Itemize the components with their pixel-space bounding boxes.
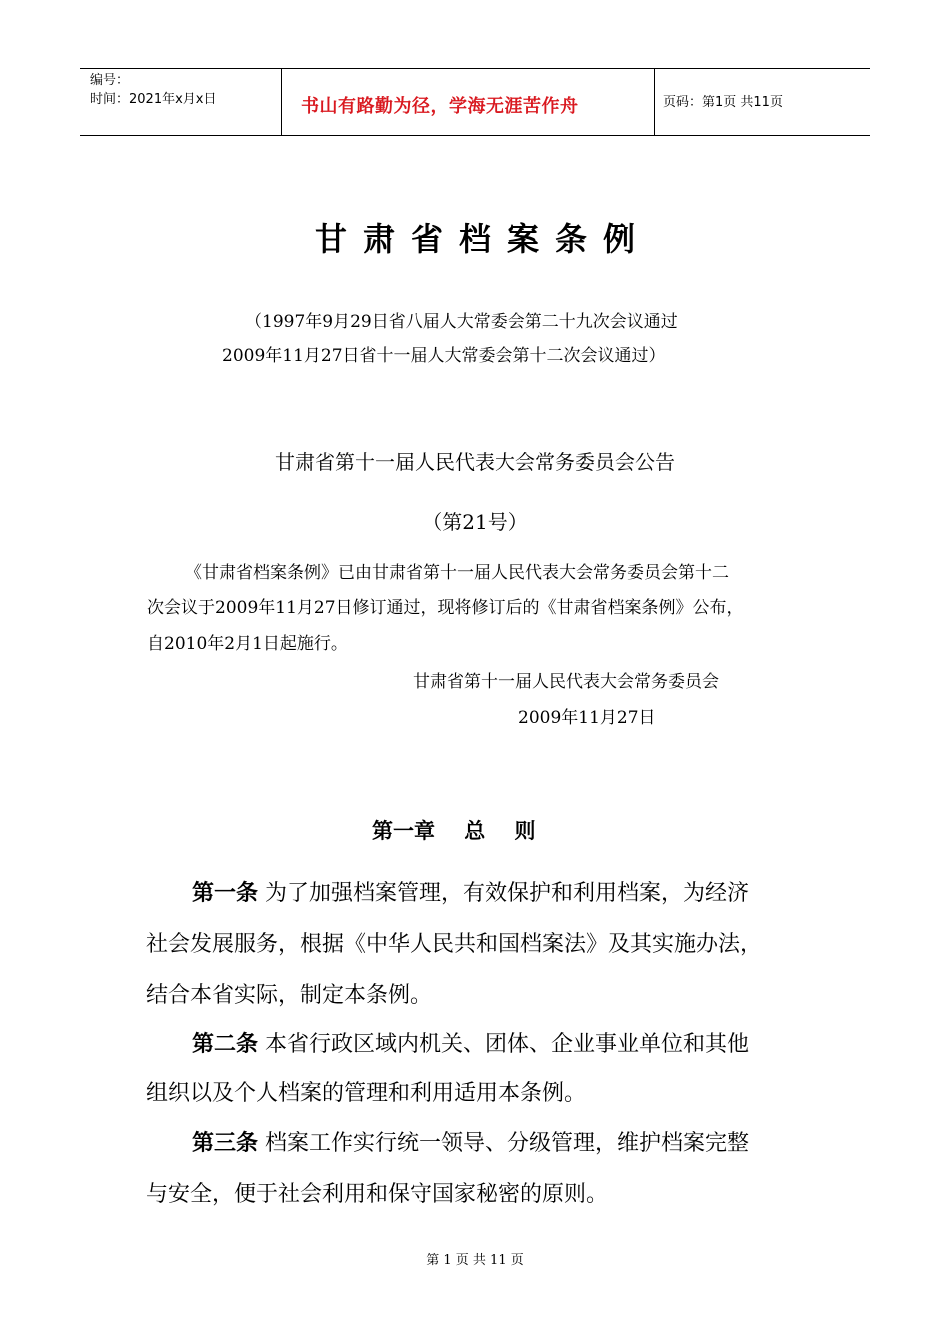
announcement-number: （第21号） xyxy=(422,510,528,534)
header-page-info: 页码：第1页 共11页 xyxy=(663,95,783,110)
sign-date: 2009年11月27日 xyxy=(518,708,656,728)
article-2-label: 第二条 xyxy=(192,1032,259,1057)
history-line-1: （1997年9月29日省八届人大常委会第二十九次会议通过 xyxy=(245,312,678,332)
page-footer: 第 1 页 共 11 页 xyxy=(426,1253,524,1268)
article-2-text: 本省行政区域内机关、团体、企业事业单位和其他 xyxy=(265,1032,750,1057)
announcement-body-line-3: 自2010年2月1日起施行。 xyxy=(147,634,348,654)
chapter-heading: 第一章 总 则 xyxy=(372,819,536,843)
announcement-title: 甘肃省第十一届人民代表大会常务委员会公告 xyxy=(275,450,675,474)
header-number-label: 编号： xyxy=(90,73,130,88)
article-1-text: 为了加强档案管理，有效保护和利用档案，为经济 xyxy=(265,881,750,906)
article-1-line-3: 结合本省实际，制定本条例。 xyxy=(146,983,433,1008)
header-divider-right xyxy=(654,68,655,136)
article-2-line-2: 组织以及个人档案的管理和利用适用本条例。 xyxy=(146,1081,587,1106)
header-bottom-border xyxy=(80,135,870,136)
header-top-border xyxy=(80,68,870,69)
article-1-line-1 xyxy=(192,876,749,907)
article-3-line-2: 与安全，便于社会利用和保守国家秘密的原则。 xyxy=(146,1182,609,1207)
article-2-line-1 xyxy=(192,1027,749,1058)
header-time-label: 时间：2021年x月x日 xyxy=(90,92,217,107)
signatory: 甘肃省第十一届人民代表大会常务委员会 xyxy=(413,672,719,692)
header-motto: 书山有路勤为径，学海无涯苦作舟 xyxy=(301,96,579,117)
article-1-label: 第一条 xyxy=(192,881,259,906)
header-divider-left xyxy=(281,68,282,136)
article-1-line-2: 社会发展服务，根据《中华人民共和国档案法》及其实施办法， xyxy=(146,932,763,957)
article-3-line-1 xyxy=(192,1126,749,1157)
document-title: 甘肃省档案条例 xyxy=(314,220,651,258)
article-3-text: 档案工作实行统一领导、分级管理，维护档案完整 xyxy=(265,1131,750,1156)
history-line-2: 2009年11月27日省十一届人大常委会第十二次会议通过） xyxy=(222,346,666,366)
article-3-label: 第三条 xyxy=(192,1131,259,1156)
announcement-body-line-1: 《甘肃省档案条例》已由甘肃省第十一届人民代表大会常务委员会第十二 xyxy=(185,563,729,583)
announcement-body-line-2: 次会议于2009年11月27日修订通过，现将修订后的《甘肃省档案条例》公布， xyxy=(147,598,744,618)
